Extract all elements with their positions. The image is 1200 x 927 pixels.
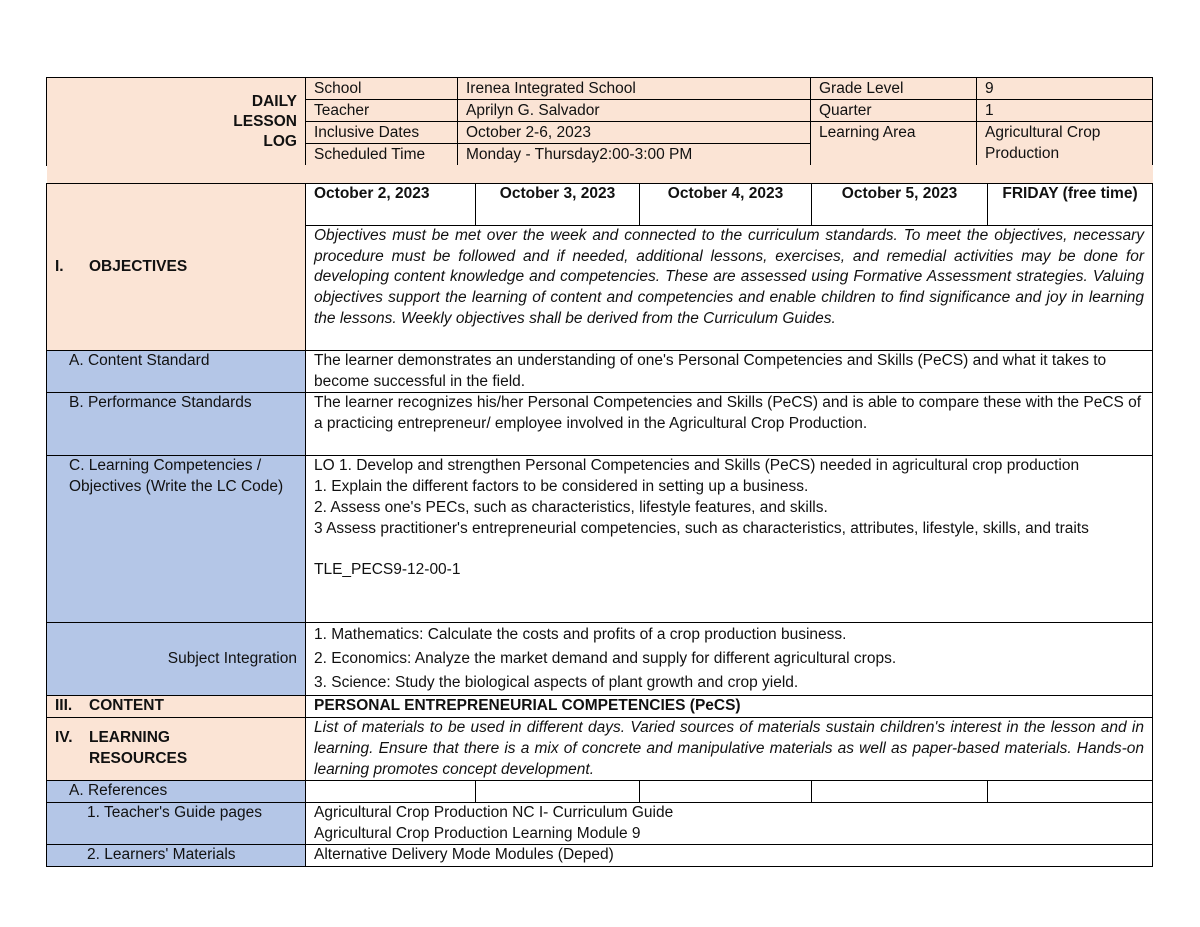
references-label: A. References xyxy=(47,781,306,803)
performance-standards-text: The learner recognizes his/her Personal Competencies and Skills (PeCS) and is able to compare these with the PeCS of a practicing entrepreneur/ employee involved in the Agricultural Crop Production. xyxy=(306,393,1153,456)
content-text: PERSONAL ENTREPRENEURIAL COMPETENCIES (PeCS) xyxy=(306,696,1153,718)
inclusive-dates-value: October 2-6, 2023 xyxy=(458,122,811,144)
performance-standards-row xyxy=(47,393,1153,456)
subject-integration-row xyxy=(47,623,1153,696)
learning-competencies-label: C. Learning Competencies / Objectives (Write the LC Code) xyxy=(47,456,306,623)
content-heading xyxy=(47,696,306,718)
learning-area-value: Agricultural Crop Production xyxy=(977,122,1153,166)
subject-integration-label: Subject Integration xyxy=(47,623,306,696)
references-row xyxy=(47,781,1153,803)
lc-line: 1. Explain the different factors to be considered in setting up a business. xyxy=(314,478,809,496)
references-cell xyxy=(988,781,1153,803)
teacher-value: Aprilyn G. Salvador xyxy=(458,100,811,122)
day-header: October 4, 2023 xyxy=(640,184,812,226)
learners-materials-text: Alternative Delivery Mode Modules (Deped) xyxy=(306,845,1153,867)
scheduled-time-value: Monday - Thursday2:00-3:00 PM xyxy=(458,144,811,166)
teachers-guide-text xyxy=(306,802,1153,844)
learning-area-label: Learning Area xyxy=(811,122,977,166)
content-standard-text: The learner demonstrates an understanding of one's Personal Competencies and Skills (PeCS) and what it takes to become successful in the field. xyxy=(306,351,1153,393)
school-value: Irenea Integrated School xyxy=(458,78,811,100)
school-label: School xyxy=(306,78,458,100)
lc-code: TLE_PECS9-12-00-1 xyxy=(314,560,461,578)
grade-level-value: 9 xyxy=(977,78,1153,100)
teachers-guide-label: 1. Teacher's Guide pages xyxy=(47,802,306,844)
learning-resources-heading xyxy=(47,718,306,781)
objectives-heading xyxy=(47,184,306,351)
objectives-text: Objectives must be met over the week and connected to the curriculum standards. To meet the objectives, necessary procedure must be followed and if needed, additional lessons, exercises, and remedial activities may be done for developing content knowledge and competencies. These are assessed using Formative Assessment strategies. Valuing objectives support the learning of content and competencies and enable children to find significance and joy in learning the lessons. Weekly objectives shall be derived from the Curriculum Guides. xyxy=(306,226,1153,351)
lesson-log-table xyxy=(46,165,1153,867)
inclusive-dates-label: Inclusive Dates xyxy=(306,122,458,144)
references-cell xyxy=(812,781,988,803)
day-header: FRIDAY (free time) xyxy=(988,184,1153,226)
learning-resources-text: List of materials to be used in different days. Varied sources of materials sustain children's interest in the lesson and in learning. Ensure that there is a mix of concrete and manipulative materials as well as paper-based materials. Hands-on learning promotes concept development. xyxy=(306,718,1153,781)
learners-materials-row xyxy=(47,845,1153,867)
lc-line: 2. Assess one's PECs, such as characteristics, lifestyle features, and skills. xyxy=(314,498,828,516)
day-header: October 2, 2023 xyxy=(306,184,476,226)
lc-line xyxy=(314,539,1144,560)
learning-competencies-text xyxy=(306,456,1153,623)
scheduled-time-label: Scheduled Time xyxy=(306,144,458,166)
section-label: LEARNING RESOURCES xyxy=(89,729,188,768)
section-number: IV. xyxy=(55,729,73,747)
spacer-row xyxy=(47,165,1153,184)
grade-level-label: Grade Level xyxy=(811,78,977,100)
title-line: DAILY xyxy=(251,92,297,110)
content-standard-row xyxy=(47,351,1153,393)
references-cell xyxy=(476,781,640,803)
integration-line: 2. Economics: Analyze the market demand and supply for different agricultural crops. xyxy=(314,650,897,668)
section-number: III. xyxy=(55,697,73,715)
days-row xyxy=(47,184,1153,226)
teacher-label: Teacher xyxy=(306,100,458,122)
subject-integration-text xyxy=(306,623,1153,696)
learners-materials-label: 2. Learners' Materials xyxy=(47,845,306,867)
references-cell xyxy=(640,781,812,803)
day-header: October 5, 2023 xyxy=(812,184,988,226)
performance-standards-label: B. Performance Standards xyxy=(47,393,306,456)
daily-lesson-log-title xyxy=(47,78,306,166)
quarter-label: Quarter xyxy=(811,100,977,122)
teachers-guide-row xyxy=(47,802,1153,844)
references-cell xyxy=(306,781,476,803)
content-standard-label: A. Content Standard xyxy=(47,351,306,393)
title-line: LESSON xyxy=(233,112,297,130)
header-table xyxy=(46,77,1153,166)
quarter-value: 1 xyxy=(977,100,1153,122)
title-line: LOG xyxy=(263,132,297,150)
guide-line: Agricultural Crop Production Learning Module 9 xyxy=(314,824,641,842)
section-label: CONTENT xyxy=(89,697,164,715)
learning-competencies-row xyxy=(47,456,1153,623)
section-number: I. xyxy=(55,257,64,275)
integration-line: 1. Mathematics: Calculate the costs and profits of a crop production business. xyxy=(314,626,847,644)
learning-resources-row xyxy=(47,718,1153,781)
content-row xyxy=(47,696,1153,718)
guide-line: Agricultural Crop Production NC I- Curriculum Guide xyxy=(314,803,674,821)
section-label: OBJECTIVES xyxy=(89,257,188,275)
integration-line: 3. Science: Study the biological aspects of plant growth and crop yield. xyxy=(314,674,799,692)
day-header: October 3, 2023 xyxy=(476,184,640,226)
lc-line: 3 Assess practitioner's entrepreneurial competencies, such as characteristics, attributes, lifestyle, skills, and traits xyxy=(314,519,1089,537)
lc-line: LO 1. Develop and strengthen Personal Competencies and Skills (PeCS) needed in agricultural crop production xyxy=(314,457,1080,475)
